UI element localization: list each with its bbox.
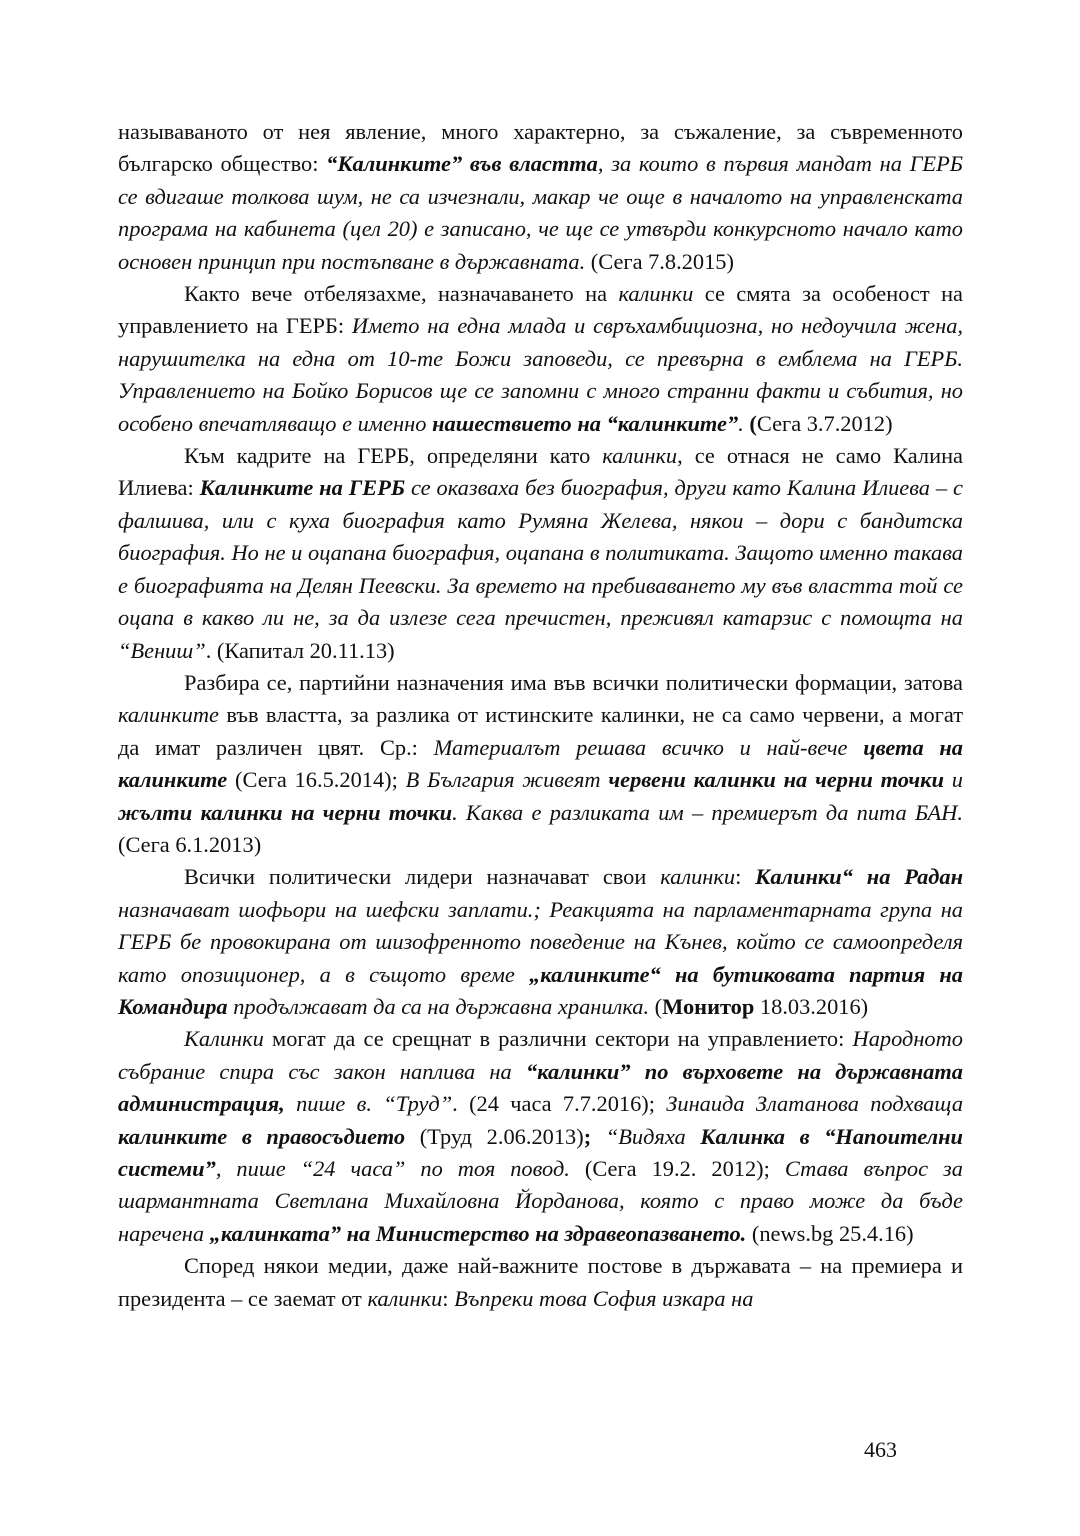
text-run: Калинки“ на Радан — [755, 864, 963, 890]
text-run: (Сега 7.8.2015) — [585, 248, 734, 274]
text-run: калинките — [118, 702, 219, 728]
text-run: и — [943, 767, 963, 793]
text-run: ( — [749, 410, 757, 436]
paragraph-6 — [118, 1023, 963, 1250]
text-run: продължават да са на държавна хранилка. — [227, 993, 650, 1019]
text-run: Монитор — [662, 993, 755, 1019]
text-run: (Труд 2.06.2013) — [405, 1123, 584, 1149]
text-run: калинки — [602, 443, 678, 469]
text-run: калинки — [618, 281, 694, 307]
text-run: (news.bg 25.4.16) — [746, 1220, 914, 1246]
paragraph-4 — [118, 667, 963, 861]
text-run: Калинка в “Напоителни системи” — [118, 1123, 963, 1181]
text-run: Към кадрите на ГЕРБ, определяни като — [184, 443, 603, 469]
page-number: 463 — [864, 1437, 897, 1462]
text-run: Името на една млада и свръхамбициозна, но недоучила жена, нарушителка на една от 10-те Божи заповеди, се превърна в емблема на ГЕРБ. Управлението на Бойко Борисов ще се запомни с много странни факти и събития, но особено впечатляващо е именно — [118, 313, 963, 436]
text-run: ; — [583, 1123, 592, 1149]
text-run: във властта, за разлика от истинските калинки, не са само червени, а могат да имат различен цвят. Ср.: — [118, 702, 963, 760]
text-run: Зинаида Златанова подхваща — [666, 1091, 964, 1117]
text-run: Народното събрание спира със закон наплива на — [118, 1026, 963, 1084]
paragraph-7 — [118, 1250, 963, 1315]
text-run: . Каква е разликата им – премиерът да пита БАН. — [452, 799, 964, 825]
text-run: „калинките“ на бутиковата партия на Командира — [118, 961, 963, 1019]
page-body — [118, 116, 963, 1315]
text-run: могат да се срещнат в различни сектори на управлението: — [263, 1026, 853, 1052]
text-run: (Сега 16.5.2014); — [227, 767, 406, 793]
text-run: . (24 часа 7.7.2016); — [452, 1091, 667, 1117]
text-run: (Сега 19.2. 2012); — [569, 1156, 785, 1181]
text-run: Всички политически лидери назначават свои — [184, 864, 661, 890]
text-run: . (Капитал 20.11.13) — [205, 637, 395, 663]
text-run: Калинките на ГЕРБ — [199, 475, 406, 501]
text-run: , се отнася не само Калина Илиева: — [118, 443, 963, 501]
text-run: Калинки — [184, 1026, 264, 1052]
text-run: калинки — [367, 1285, 443, 1311]
text-run: : — [442, 1285, 455, 1311]
text-run: се смята за особеност на управлението на ГЕРБ: — [118, 281, 963, 339]
text-run: калинките в правосъдието — [118, 1123, 406, 1149]
paragraph-5 — [118, 861, 963, 1023]
text-run: цвета на калинките — [118, 734, 963, 793]
text-run: называваното от нея явление, много характерно, за съжаление, за съвременното българско общество: — [118, 119, 963, 177]
text-run: Сега 3.7.2012) — [756, 410, 893, 436]
text-run: : — [735, 864, 756, 890]
text-run: “калинки” по върховете на държавната администрация, — [118, 1058, 963, 1117]
paragraph-1 — [118, 116, 963, 278]
text-run: червени калинки на черни точки — [608, 767, 944, 793]
text-run: „калинката” на Министерство на здравеопазването. — [209, 1220, 747, 1246]
text-run: . — [738, 410, 750, 436]
text-run: нашествието на “калинките” — [432, 410, 739, 436]
text-run: “Калинките” във властта — [326, 151, 598, 177]
text-run: “Видяха — [591, 1123, 701, 1149]
text-run: жълти калинки на черни точки — [118, 799, 453, 825]
text-run: , за които в първия мандат на ГЕРБ се вдигаше толкова шум, не са изчезнали, макар че още в началото на управленската програма на кабинета (цел 20) е записано, че ще се утвърди конкурсното начало като основен принцип при постъпване в държавната. — [118, 151, 963, 274]
text-run: , пише “24 часа” по тоя повод. — [215, 1156, 570, 1181]
paragraph-3 — [118, 440, 963, 667]
text-run: Въпреки това София изкара на — [454, 1285, 754, 1311]
paragraph-2 — [118, 278, 963, 440]
text-run: Материалът решава всичко и най-вече — [433, 734, 864, 760]
text-run: Както вече отбелязахме, назначаването на — [184, 281, 619, 307]
text-run: Става въпрос за шармантната Светлана Михайловна Йорданова, която с право може да бъде наречена — [118, 1156, 963, 1246]
text-run: назначават шофьори на шефски заплати.; Реакцията на парламентарната група на ГЕРБ бе провокирана от шизофренното поведение на Кънев, който се самоопределя като опозиционер, а в същото време — [118, 896, 963, 987]
text-run: (Сега 6.1.2013) — [118, 831, 262, 857]
text-run: се оказваха без биография, други като Калина Илиева – с фалшива, или с куха биография като Румяна Желева, някои – дори с бандитска биография. Но не и оцапана биография, оцапана в политиката. Защото именно такава е биографията на Делян Пеевски. За времето на пребиваването му във властта той се оцапа в какво ли не, за да излезе сега пречистен, преживял катарзис с помощта на “Вениш” — [118, 475, 963, 663]
text-run: Разбира се, партийни назначения има във всички политически формации, затова — [184, 669, 963, 695]
text-run: Според някои медии, даже най-важните постове в държавата – на премиера и президента – се заемат от — [118, 1253, 963, 1311]
text-run: 18.03.2016) — [754, 993, 869, 1019]
text-run: калинки — [660, 864, 736, 890]
text-run: В България живеят — [405, 767, 609, 793]
text-run: пише в. “Труд” — [284, 1091, 453, 1117]
text-run: ( — [649, 993, 663, 1019]
